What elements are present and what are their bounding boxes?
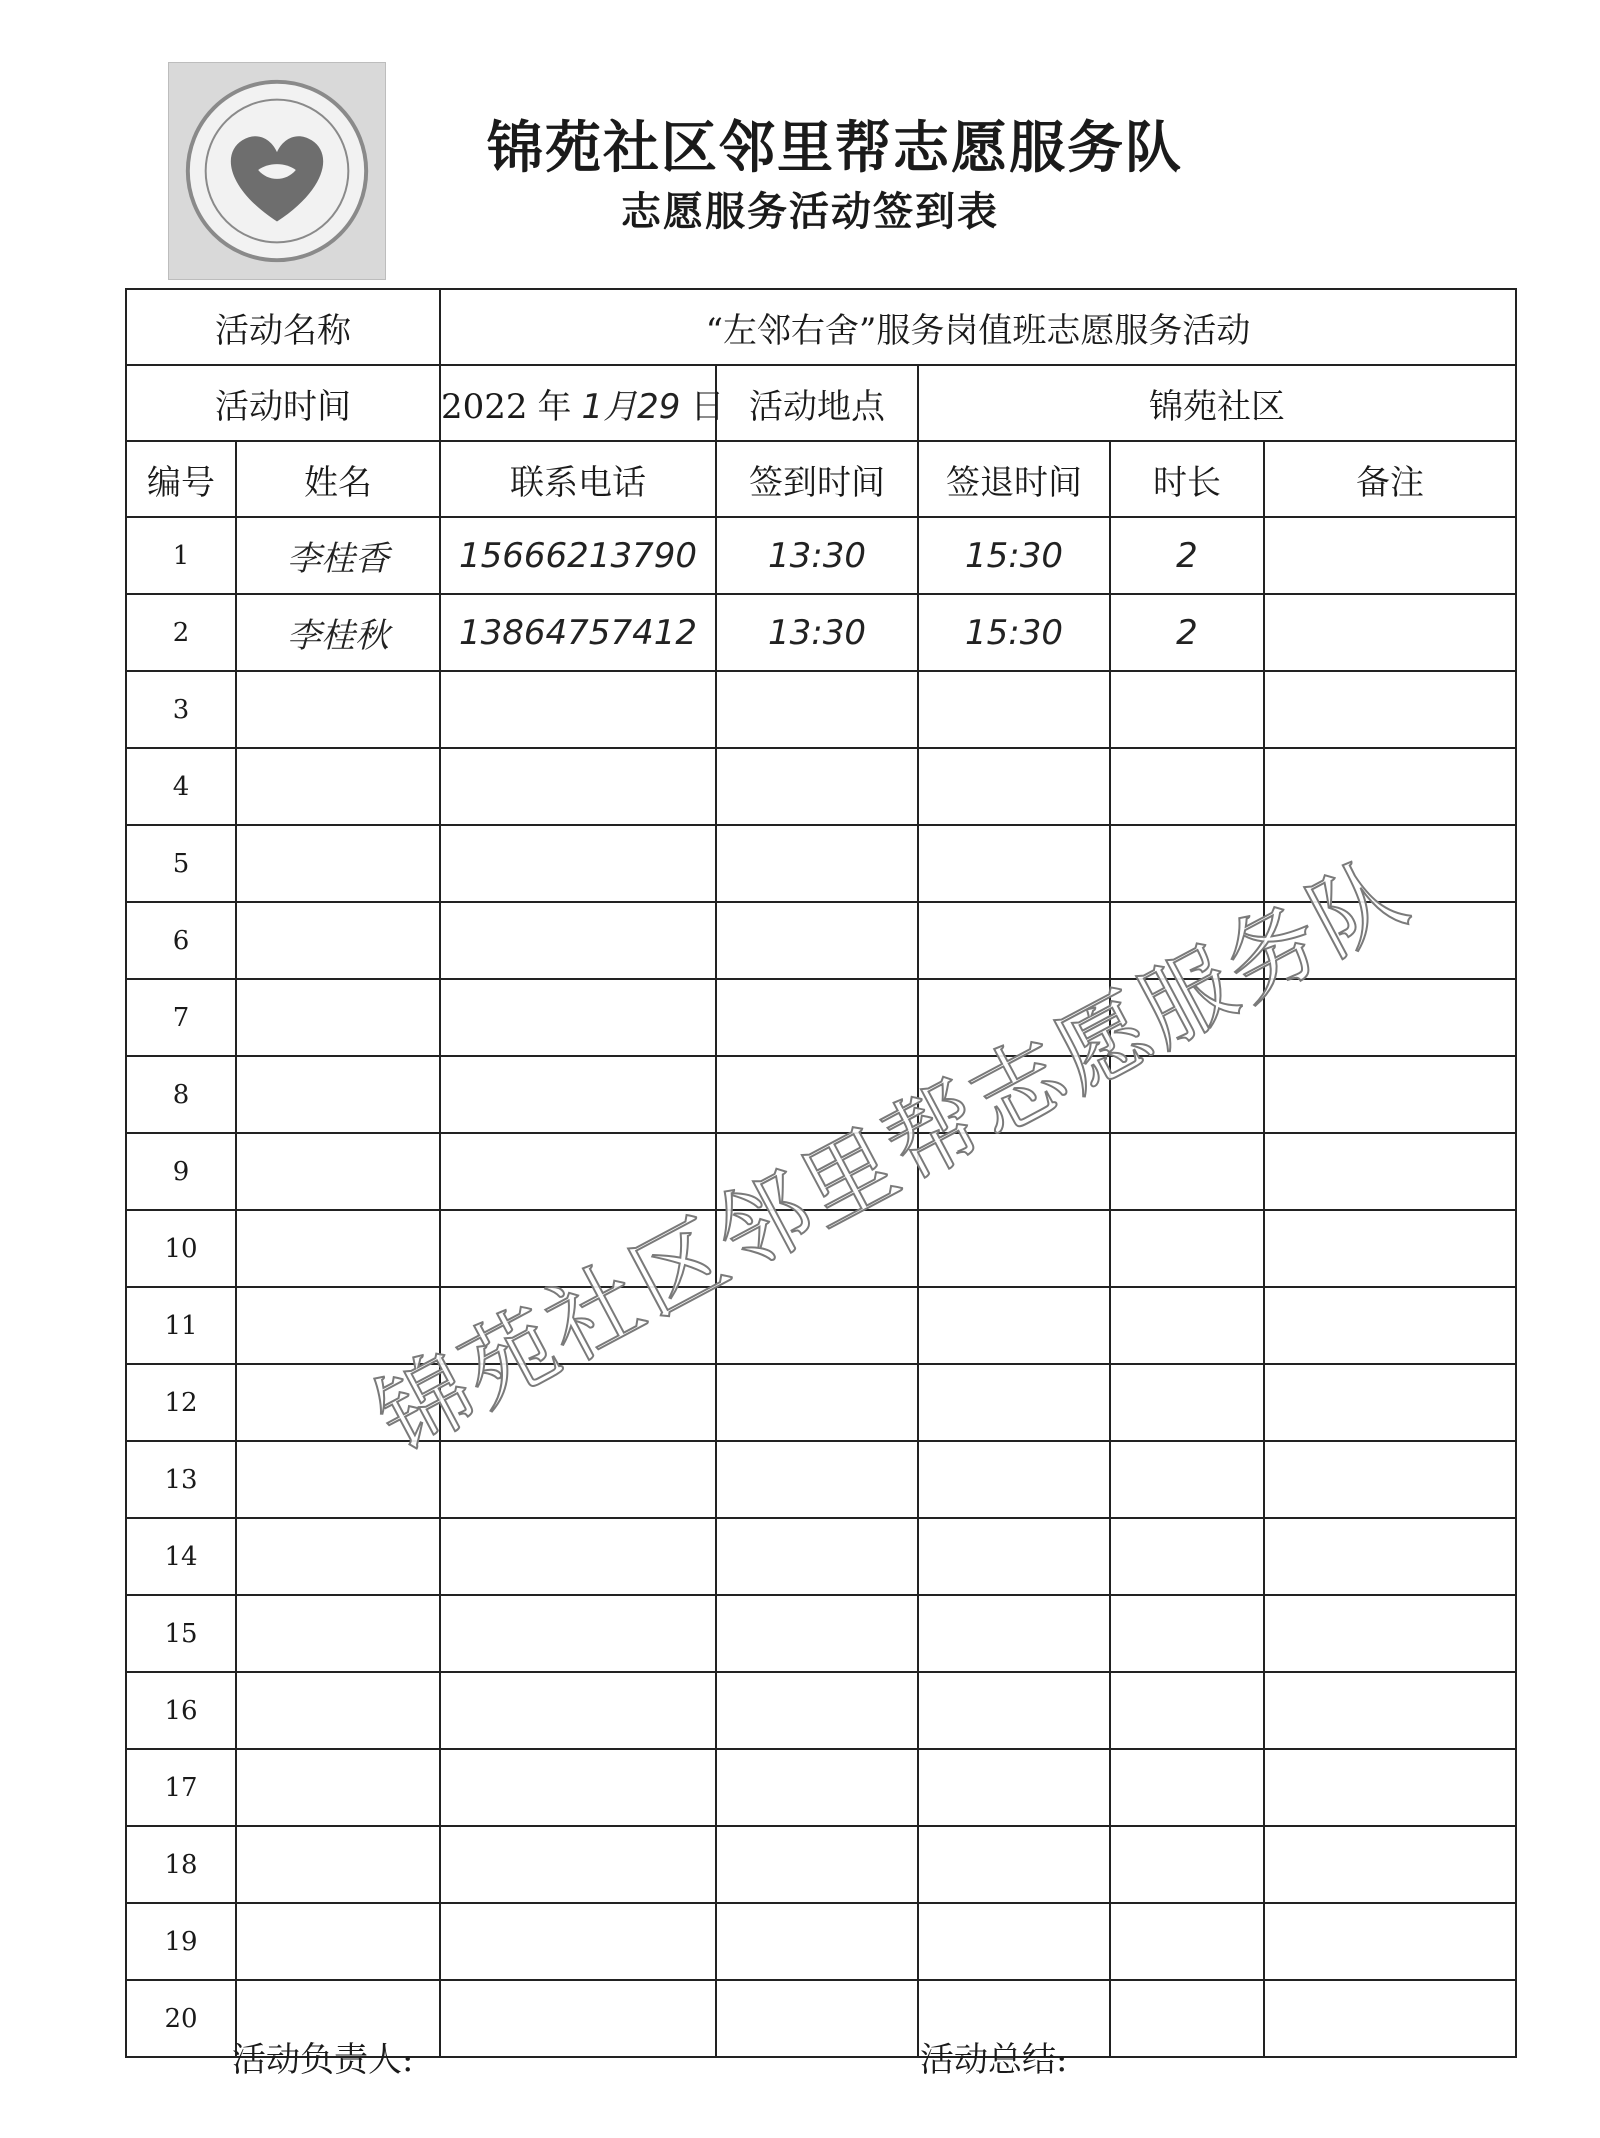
row-number: 16	[126, 1672, 236, 1749]
volunteer-name: 李桂香	[236, 517, 440, 594]
row-number: 19	[126, 1903, 236, 1980]
date-year-char: 年	[537, 386, 572, 427]
note	[1264, 979, 1516, 1056]
phone-number	[440, 1133, 716, 1210]
checkin-time	[716, 1672, 918, 1749]
col-header-duration: 时长	[1110, 441, 1264, 517]
duration	[1110, 825, 1264, 902]
duration	[1110, 1364, 1264, 1441]
checkout-time	[918, 1056, 1110, 1133]
checkin-time	[716, 979, 918, 1056]
row-number: 7	[126, 979, 236, 1056]
activity-place-value: 锦苑社区	[918, 365, 1516, 441]
phone-number	[440, 1441, 716, 1518]
volunteer-name	[236, 1210, 440, 1287]
volunteer-name	[236, 902, 440, 979]
note	[1264, 1826, 1516, 1903]
volunteer-name	[236, 1595, 440, 1672]
table-row	[126, 902, 1516, 979]
note	[1264, 1364, 1516, 1441]
table-row	[126, 1133, 1516, 1210]
table-row	[126, 517, 1516, 594]
checkin-time	[716, 825, 918, 902]
row-number: 4	[126, 748, 236, 825]
checkout-time	[918, 1287, 1110, 1364]
checkout-time	[918, 748, 1110, 825]
checkin-time: 13:30	[716, 517, 918, 594]
table-row	[126, 1749, 1516, 1826]
phone-number	[440, 1364, 716, 1441]
phone-number	[440, 1287, 716, 1364]
row-number: 17	[126, 1749, 236, 1826]
note	[1264, 1980, 1516, 2057]
note	[1264, 671, 1516, 748]
phone-number	[440, 825, 716, 902]
volunteer-name	[236, 1287, 440, 1364]
row-number: 6	[126, 902, 236, 979]
column-header-row	[126, 441, 1516, 517]
checkin-time: 13:30	[716, 594, 918, 671]
checkout-time	[918, 1441, 1110, 1518]
duration	[1110, 1672, 1264, 1749]
duration	[1110, 671, 1264, 748]
row-number: 2	[126, 594, 236, 671]
row-number: 18	[126, 1826, 236, 1903]
activity-date	[440, 365, 725, 441]
checkout-time	[918, 825, 1110, 902]
checkout-time	[918, 902, 1110, 979]
checkout-time	[918, 1672, 1110, 1749]
checkin-time	[716, 1749, 918, 1826]
col-header-checkout: 签退时间	[918, 441, 1110, 517]
col-header-note: 备注	[1264, 441, 1516, 517]
checkin-time	[716, 902, 918, 979]
phone-number	[440, 1056, 716, 1133]
note	[1264, 902, 1516, 979]
table-row	[126, 671, 1516, 748]
checkout-time: 15:30	[918, 517, 1110, 594]
activity-name-row	[126, 289, 1516, 365]
checkout-time	[918, 1903, 1110, 1980]
phone-number	[440, 1210, 716, 1287]
table-row	[126, 1518, 1516, 1595]
note	[1264, 594, 1516, 671]
note	[1264, 1133, 1516, 1210]
phone-number: 15666213790	[440, 517, 716, 594]
checkin-time	[716, 1826, 918, 1903]
col-header-name: 姓名	[236, 441, 440, 517]
activity-place-label: 活动地点	[716, 365, 918, 441]
row-number: 14	[126, 1518, 236, 1595]
table-row	[126, 1595, 1516, 1672]
phone-number: 13864757412	[440, 594, 716, 671]
duration	[1110, 1056, 1264, 1133]
note	[1264, 1287, 1516, 1364]
checkin-time	[716, 748, 918, 825]
table-row	[126, 1826, 1516, 1903]
duration	[1110, 902, 1264, 979]
phone-number	[440, 1826, 716, 1903]
volunteer-name	[236, 979, 440, 1056]
duration: 2	[1110, 517, 1264, 594]
checkout-time	[918, 1518, 1110, 1595]
note	[1264, 1749, 1516, 1826]
checkout-time	[918, 671, 1110, 748]
checkin-time	[716, 1980, 918, 2057]
phone-number	[440, 979, 716, 1056]
volunteer-name	[236, 1903, 440, 1980]
table-row	[126, 1056, 1516, 1133]
row-number: 3	[126, 671, 236, 748]
row-number: 15	[126, 1595, 236, 1672]
page-subtitle: 志愿服务活动签到表	[621, 189, 999, 235]
volunteer-name	[236, 1826, 440, 1903]
note	[1264, 1672, 1516, 1749]
table-row	[126, 1364, 1516, 1441]
table-row	[126, 594, 1516, 671]
row-number: 10	[126, 1210, 236, 1287]
note	[1264, 1210, 1516, 1287]
row-number: 20	[126, 1980, 236, 2057]
row-number: 5	[126, 825, 236, 902]
col-header-phone: 联系电话	[440, 441, 716, 517]
volunteer-name: 李桂秋	[236, 594, 440, 671]
volunteer-name	[236, 1056, 440, 1133]
activity-time-label: 活动时间	[126, 365, 440, 441]
note	[1264, 517, 1516, 594]
volunteer-name	[236, 1672, 440, 1749]
volunteer-name	[236, 1133, 440, 1210]
row-number: 8	[126, 1056, 236, 1133]
checkin-time	[716, 671, 918, 748]
phone-number	[440, 671, 716, 748]
duration	[1110, 1210, 1264, 1287]
note	[1264, 1518, 1516, 1595]
volunteer-name	[236, 1518, 440, 1595]
checkin-time	[716, 1595, 918, 1672]
checkin-time	[716, 1441, 918, 1518]
activity-name-label: 活动名称	[126, 289, 440, 365]
checkin-time	[716, 1518, 918, 1595]
row-number: 1	[126, 517, 236, 594]
row-number: 11	[126, 1287, 236, 1364]
watermark-text: 锦苑社区邻里帮志愿服务队	[359, 836, 1427, 1473]
volunteer-name	[236, 1441, 440, 1518]
leader-label: 活动负责人:	[232, 2040, 414, 2080]
page-title: 锦苑社区邻里帮志愿服务队	[487, 116, 1183, 181]
table-row	[126, 1210, 1516, 1287]
checkin-time	[716, 1210, 918, 1287]
phone-number	[440, 1749, 716, 1826]
volunteer-name	[236, 671, 440, 748]
heart-hands-emblem-icon	[169, 63, 385, 279]
checkout-time	[918, 1826, 1110, 1903]
volunteer-name	[236, 825, 440, 902]
table-row	[126, 825, 1516, 902]
table-row	[126, 1441, 1516, 1518]
note	[1264, 1903, 1516, 1980]
duration	[1110, 1980, 1264, 2057]
duration	[1110, 979, 1264, 1056]
checkout-time: 15:30	[918, 594, 1110, 671]
checkin-time	[716, 1056, 918, 1133]
volunteer-logo	[168, 62, 386, 280]
checkin-time	[716, 1133, 918, 1210]
table-row	[126, 1672, 1516, 1749]
col-header-number: 编号	[126, 441, 236, 517]
phone-number	[440, 1518, 716, 1595]
table-row	[126, 1287, 1516, 1364]
activity-time-row	[126, 365, 1516, 441]
checkin-time	[716, 1364, 918, 1441]
activity-name-value: “左邻右舍”服务岗值班志愿服务活动	[440, 289, 1516, 365]
table-row	[126, 979, 1516, 1056]
date-year: 2022	[441, 386, 528, 427]
note	[1264, 825, 1516, 902]
checkout-time	[918, 1210, 1110, 1287]
checkin-time	[716, 1903, 918, 1980]
checkout-time	[918, 979, 1110, 1056]
duration	[1110, 1595, 1264, 1672]
duration: 2	[1110, 594, 1264, 671]
col-header-checkin: 签到时间	[716, 441, 918, 517]
checkout-time	[918, 1749, 1110, 1826]
checkout-time	[918, 1595, 1110, 1672]
duration	[1110, 1133, 1264, 1210]
phone-number	[440, 902, 716, 979]
volunteer-name	[236, 1749, 440, 1826]
duration	[1110, 1749, 1264, 1826]
row-number: 13	[126, 1441, 236, 1518]
phone-number	[440, 748, 716, 825]
checkin-time	[716, 1287, 918, 1364]
duration	[1110, 1826, 1264, 1903]
duration	[1110, 748, 1264, 825]
volunteer-name	[236, 748, 440, 825]
note	[1264, 1056, 1516, 1133]
duration	[1110, 1287, 1264, 1364]
phone-number	[440, 1595, 716, 1672]
phone-number	[440, 1980, 716, 2057]
duration	[1110, 1441, 1264, 1518]
duration	[1110, 1518, 1264, 1595]
date-day-char: 日	[690, 386, 725, 427]
note	[1264, 1595, 1516, 1672]
summary-label: 活动总结:	[920, 2040, 1068, 2080]
phone-number	[440, 1672, 716, 1749]
phone-number	[440, 1903, 716, 1980]
note	[1264, 1441, 1516, 1518]
row-number: 9	[126, 1133, 236, 1210]
volunteer-name	[236, 1364, 440, 1441]
date-handwritten: 1月29	[581, 386, 681, 427]
table-row	[126, 748, 1516, 825]
duration	[1110, 1903, 1264, 1980]
row-number: 12	[126, 1364, 236, 1441]
checkout-time	[918, 1133, 1110, 1210]
table-row	[126, 1903, 1516, 1980]
signin-table	[125, 288, 1517, 2058]
note	[1264, 748, 1516, 825]
checkout-time	[918, 1364, 1110, 1441]
